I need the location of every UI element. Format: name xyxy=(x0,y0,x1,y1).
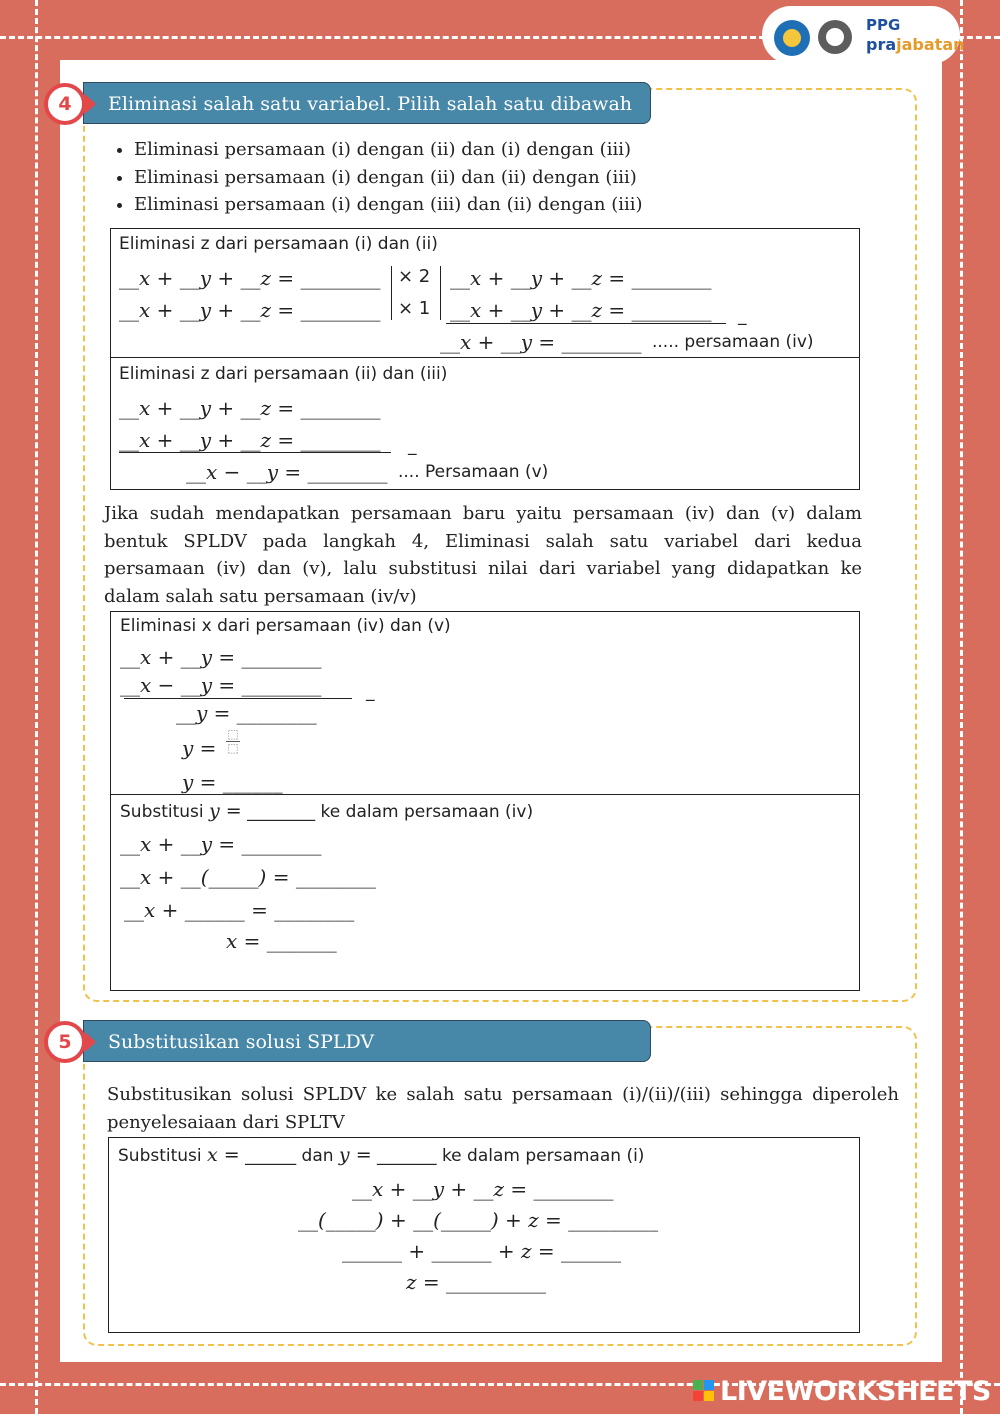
box4-line-2[interactable]: __x + __(_____) = ________ xyxy=(120,865,376,889)
box1-multiplier-1: × 2 xyxy=(398,266,431,287)
step4-options-list xyxy=(108,136,643,219)
minus-sign: _ xyxy=(738,306,747,326)
box3-result-3[interactable]: y = ______ xyxy=(182,770,283,794)
right-dashed-border xyxy=(960,0,963,1414)
step5-line-3[interactable]: ______ + ______ + z = ______ xyxy=(342,1239,621,1263)
left-dashed-border xyxy=(35,0,38,1414)
box2-heading: Eliminasi z dari persamaan (ii) dan (iii) xyxy=(119,364,448,384)
bracket-line xyxy=(391,266,392,320)
box3-result-1[interactable]: __y = ________ xyxy=(176,701,317,725)
bracket-line xyxy=(440,266,441,320)
minus-sign: _ xyxy=(408,436,417,456)
subtraction-line xyxy=(124,698,352,699)
box3-result-2: y = xyxy=(182,736,217,760)
box1-result[interactable]: __x + __y = ________ xyxy=(440,330,642,354)
minus-sign: _ xyxy=(366,682,375,702)
liveworksheets-watermark: LIVEWORKSHEETS xyxy=(720,1376,991,1407)
box3-eq1[interactable]: __x + __y = ________ xyxy=(120,645,322,669)
step5-banner: Substitusikan solusi SPLDV xyxy=(83,1020,651,1062)
kemendikbud-emblem-icon xyxy=(774,20,810,56)
logo-ppg-text: PPG xyxy=(866,16,901,34)
box1-result-label: ..... persamaan (iv) xyxy=(652,332,814,352)
option-item: • Eliminasi persamaan (i) dengan (ii) dan (ii) dengan (iii) xyxy=(134,164,643,192)
step5-number-badge: 5 xyxy=(44,1021,86,1063)
subtraction-line xyxy=(119,452,391,453)
box2-result[interactable]: __x − __y = ________ xyxy=(186,460,388,484)
box3-heading: Eliminasi x dari persamaan (iv) dan (v) xyxy=(120,616,451,636)
step5-instructions: Substitusikan solusi SPLDV ke salah satu persamaan (i)/(ii)/(iii) sehingga diperoleh penyelesaiaan dari SPLTV xyxy=(107,1084,899,1133)
step5-line-4[interactable]: z = __________ xyxy=(406,1270,547,1294)
step5-line-2[interactable]: __(_____) + __(_____) + z = _________ xyxy=(298,1208,659,1232)
subtraction-line xyxy=(446,323,726,324)
university-emblem-icon xyxy=(818,20,852,54)
box2-eq2[interactable]: __x + __y + __z = ________ xyxy=(119,428,381,452)
step5-box-heading: Substitusi x = ______ dan y = _______ ke dalam persamaan (i) xyxy=(118,1144,645,1166)
box4-line-3[interactable]: __x + ______ = ________ xyxy=(124,898,355,922)
box-divider xyxy=(111,357,859,358)
step4-number-badge: 4 xyxy=(44,83,86,125)
option-item: • Eliminasi persamaan (i) dengan (ii) dan (i) dengan (iii) xyxy=(134,136,643,164)
step4-instructions: Jika sudah mendapatkan persamaan baru yaitu persamaan (iv) dan (v) dalam bentuk SPLDV pada langkah 4, Eliminasi salah satu variabel dari kedua persamaan (iv) dan (v), lalu substitusi nilai dari variabel yang didapatkan ke dalam salah satu persamaan (iv/v) xyxy=(104,503,862,607)
box1-heading: Eliminasi z dari persamaan (i) dan (ii) xyxy=(119,234,438,254)
box-divider xyxy=(111,794,859,795)
box2-eq1[interactable]: __x + __y + __z = ________ xyxy=(119,396,381,420)
fraction-input[interactable]: ⬚ ⬚ xyxy=(227,727,239,755)
box3-eq2[interactable]: __x − __y = ________ xyxy=(120,673,322,697)
step4-banner: Eliminasi salah satu variabel. Pilih salah satu dibawah ini! xyxy=(83,82,651,124)
box1-eq2[interactable]: __x + __y + __z = ________ xyxy=(119,298,381,322)
box1-multiplier-2: × 1 xyxy=(398,298,431,319)
logo-prajabatan-text: prajabatan xyxy=(866,35,965,54)
box4-line-1[interactable]: __x + __y = ________ xyxy=(120,832,322,856)
box1-eq1[interactable]: __x + __y + __z = ________ xyxy=(119,266,381,290)
substitution-box xyxy=(108,1137,860,1333)
box2-result-label: .... Persamaan (v) xyxy=(398,462,549,482)
box4-line-4[interactable]: x = _______ xyxy=(226,929,337,953)
liveworksheets-logo-icon xyxy=(693,1380,715,1402)
box1-result-eq2[interactable]: __x + __y + __z = ________ xyxy=(450,298,712,322)
box4-heading: Substitusi y = ________ ke dalam persamaan (iv) xyxy=(120,800,534,822)
option-item: • Eliminasi persamaan (i) dengan (iii) dan (ii) dengan (iii) xyxy=(134,191,643,219)
box1-result-eq1[interactable]: __x + __y + __z = ________ xyxy=(450,266,712,290)
step5-line-1[interactable]: __x + __y + __z = ________ xyxy=(352,1177,614,1201)
